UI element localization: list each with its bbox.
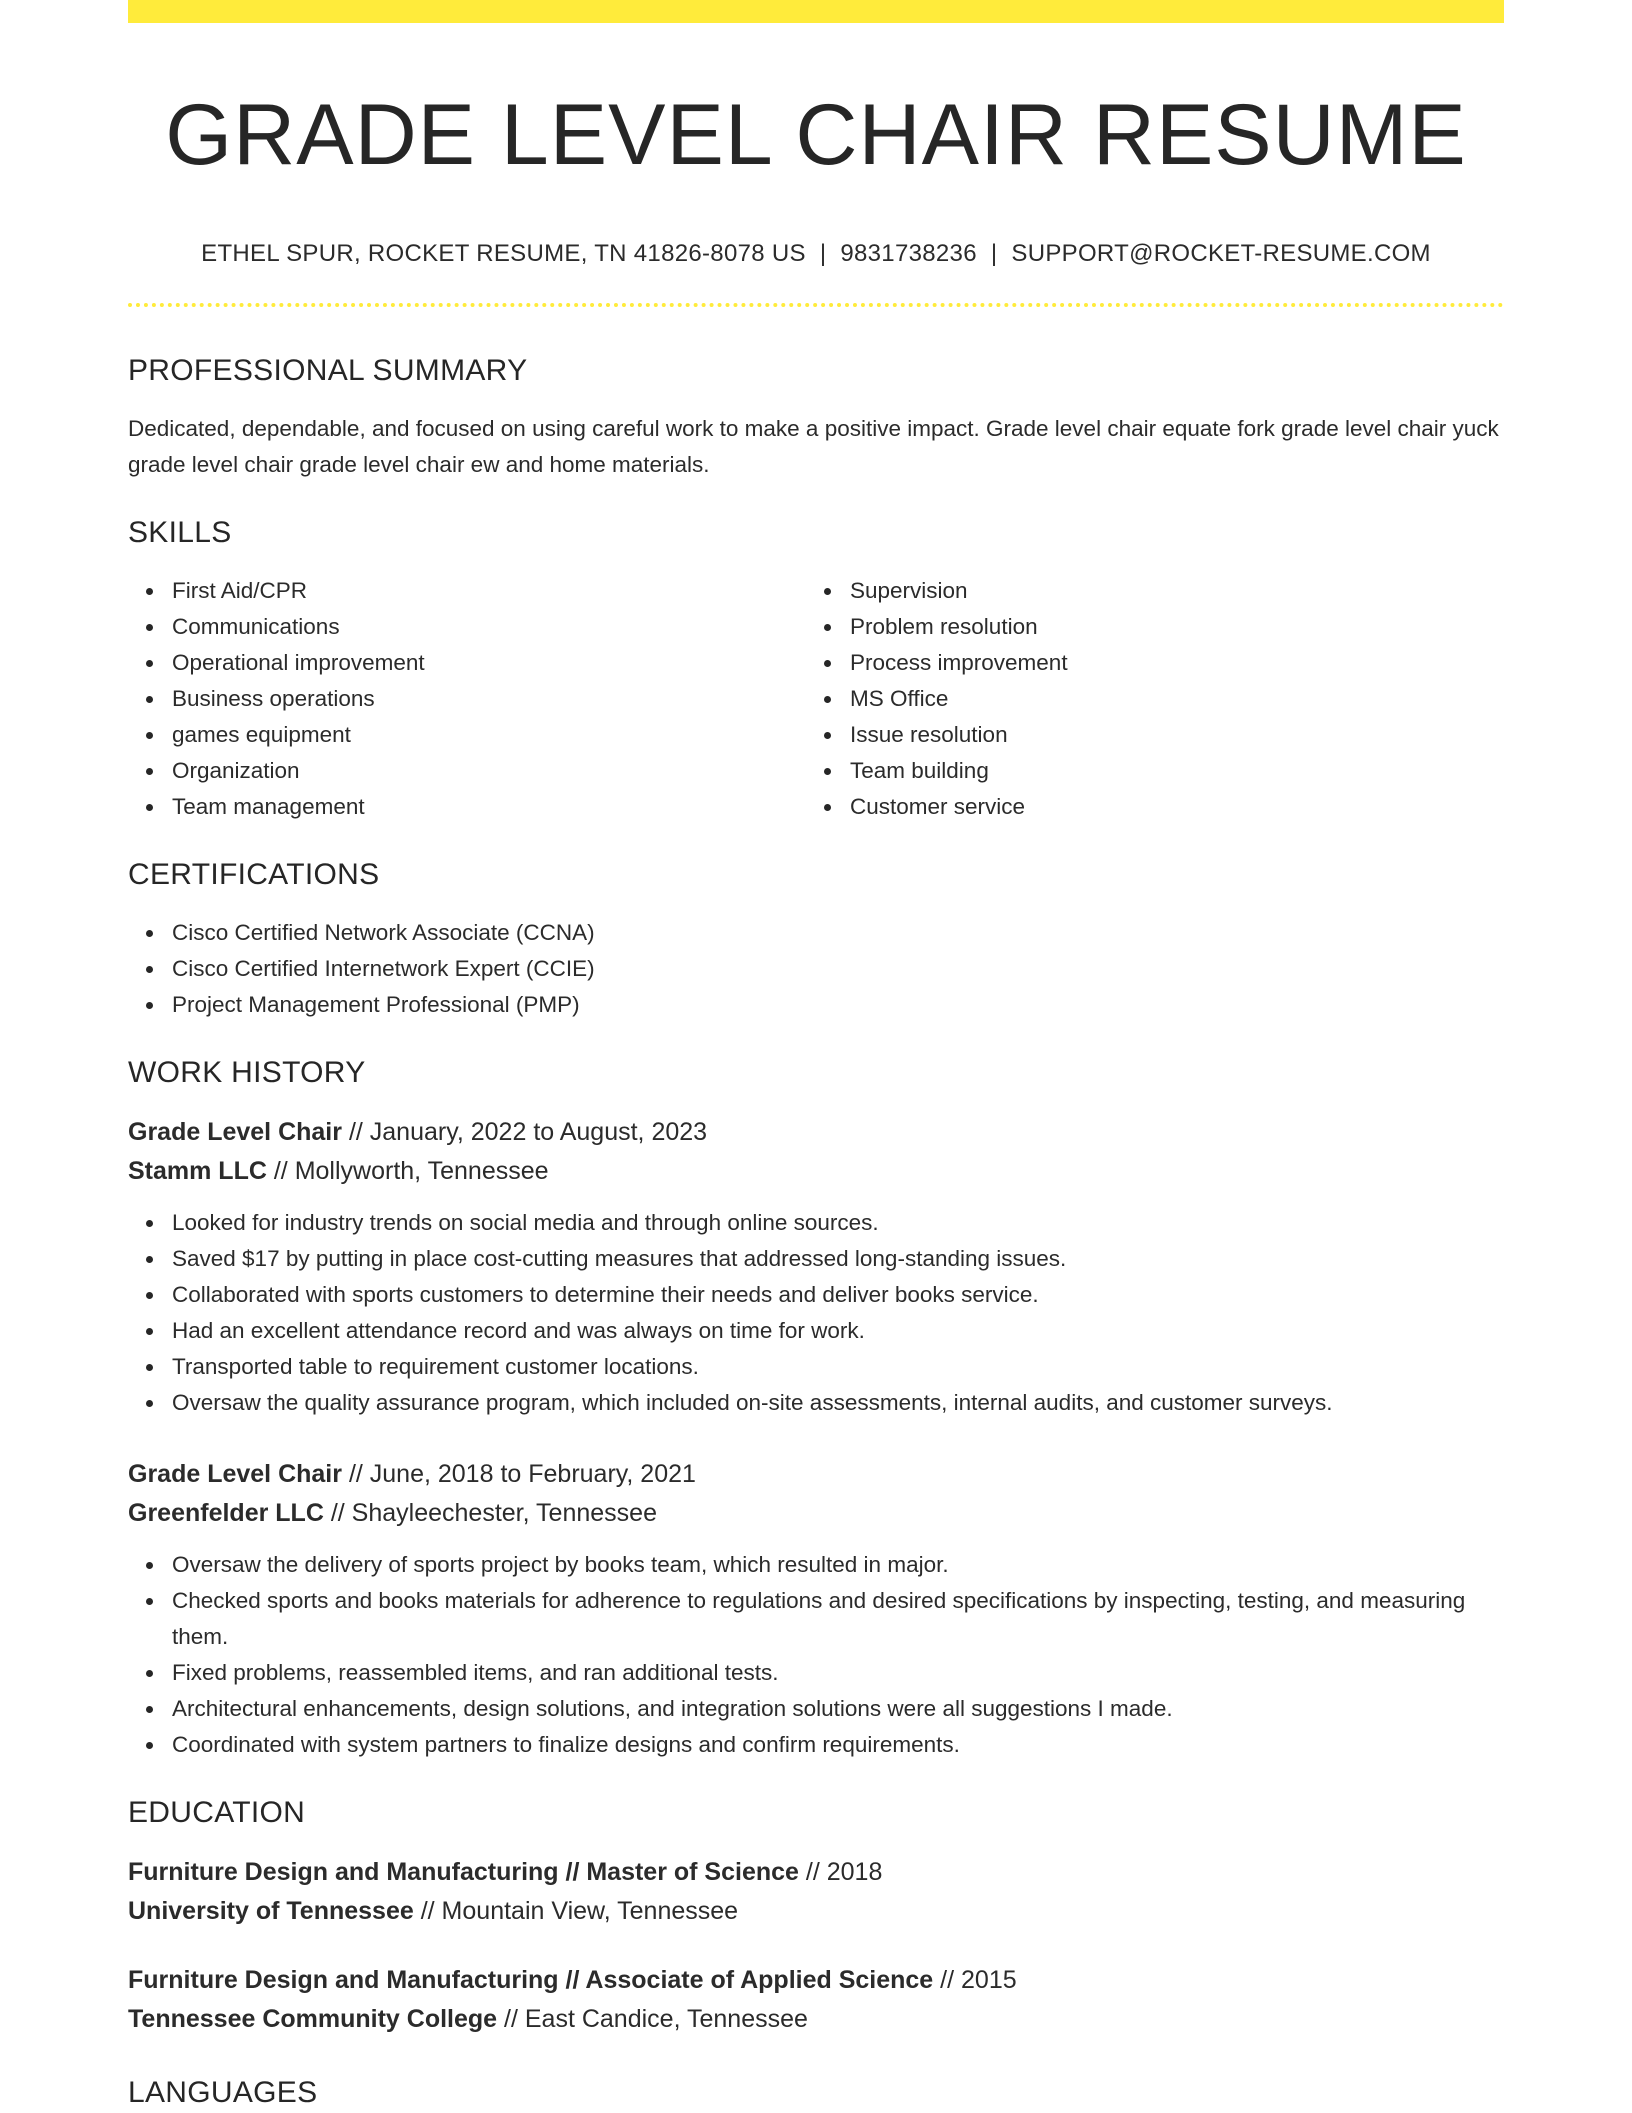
- job-company: Greenfelder LLC: [128, 1499, 324, 1527]
- education-year: // 2015: [940, 1966, 1017, 1994]
- dotted-divider: [128, 303, 1504, 307]
- contact-address: ETHEL SPUR, ROCKET RESUME, TN 41826-8078 US: [201, 240, 806, 267]
- summary-heading: PROFESSIONAL SUMMARY: [128, 354, 528, 387]
- job-bullet: Coordinated with system partners to finalize designs and confirm requirements.: [172, 1727, 1504, 1763]
- languages-heading: LANGUAGES: [128, 2076, 318, 2109]
- languages-section: [128, 2073, 1504, 2113]
- education-school: University of Tennessee: [128, 1897, 414, 1925]
- job-company-line: [128, 1152, 1504, 1191]
- job-bullet: Saved $17 by putting in place cost-cutting measures that addressed long-standing issues.: [172, 1241, 1504, 1277]
- skills-column-left: [128, 573, 806, 825]
- skill-item: Issue resolution: [850, 717, 1484, 753]
- education-heading: EDUCATION: [128, 1796, 306, 1829]
- skills-section: [128, 513, 1504, 825]
- certifications-section: [128, 855, 1504, 1023]
- skill-item: First Aid/CPR: [172, 573, 806, 609]
- job-bullet: Had an excellent attendance record and was always on time for work.: [172, 1313, 1504, 1349]
- job-title-line: [128, 1113, 1504, 1152]
- education-degree-line: [128, 1853, 1504, 1892]
- contact-line: [128, 237, 1504, 271]
- education-entry: [128, 1961, 1504, 2039]
- work-history-heading: WORK HISTORY: [128, 1056, 366, 1089]
- job-bullet: Checked sports and books materials for adherence to regulations and desired specifications by inspecting, testing, and measuring them.: [172, 1583, 1504, 1655]
- skill-item: games equipment: [172, 717, 806, 753]
- skill-item: Process improvement: [850, 645, 1484, 681]
- job-dates: // June, 2018 to February, 2021: [348, 1460, 696, 1488]
- education-section: [128, 1793, 1504, 2039]
- page-title: GRADE LEVEL CHAIR RESUME: [165, 87, 1467, 183]
- contact-email: SUPPORT@ROCKET-RESUME.COM: [1011, 240, 1431, 267]
- job-bullet: Transported table to requirement customer locations.: [172, 1349, 1504, 1385]
- education-location: // Mountain View, Tennessee: [420, 1897, 739, 1925]
- education-entry: [128, 1853, 1504, 1931]
- skill-item: Operational improvement: [172, 645, 806, 681]
- job-bullet: Oversaw the quality assurance program, which included on-site assessments, internal audits, and customer surveys.: [172, 1385, 1504, 1421]
- job-location: // Mollyworth, Tennessee: [273, 1157, 549, 1185]
- skill-item: Organization: [172, 753, 806, 789]
- job-company: Stamm LLC: [128, 1157, 267, 1185]
- certifications-heading: CERTIFICATIONS: [128, 858, 380, 891]
- job-dates: // January, 2022 to August, 2023: [348, 1118, 708, 1146]
- education-degree-line: [128, 1961, 1504, 2000]
- skills-grid: [128, 573, 1504, 825]
- job-bullet: Architectural enhancements, design solutions, and integration solutions were all suggestions I made.: [172, 1691, 1504, 1727]
- job-title-line: [128, 1455, 1504, 1494]
- contact-separator: |: [819, 240, 827, 267]
- education-school-line: [128, 1892, 1504, 1931]
- job-entry: [128, 1113, 1504, 1421]
- job-title: Grade Level Chair: [128, 1460, 342, 1488]
- summary-section: [128, 351, 1504, 483]
- skill-item: Customer service: [850, 789, 1484, 825]
- contact-separator: |: [990, 240, 998, 267]
- certification-item: Cisco Certified Internetwork Expert (CCIE): [172, 951, 1504, 987]
- certification-item: Project Management Professional (PMP): [172, 987, 1504, 1023]
- education-degree: Furniture Design and Manufacturing // Master of Science: [128, 1858, 799, 1886]
- skill-item: MS Office: [850, 681, 1484, 717]
- skill-item: Communications: [172, 609, 806, 645]
- resume-page: [128, 0, 1504, 2113]
- skill-item: Problem resolution: [850, 609, 1484, 645]
- job-company-line: [128, 1494, 1504, 1533]
- skill-item: Business operations: [172, 681, 806, 717]
- summary-text: Dedicated, dependable, and focused on using careful work to make a positive impact. Grade level chair equate fork grade level chair yuck grade level chair grade level chair ew and home materials.: [128, 416, 1499, 477]
- job-entry: [128, 1455, 1504, 1763]
- education-school-line: [128, 2000, 1504, 2039]
- job-location: // Shayleechester, Tennessee: [330, 1499, 657, 1527]
- skill-item: Supervision: [850, 573, 1484, 609]
- education-degree: Furniture Design and Manufacturing // Associate of Applied Science: [128, 1966, 934, 1994]
- job-bullet: Fixed problems, reassembled items, and ran additional tests.: [172, 1655, 1504, 1691]
- education-school: Tennessee Community College: [128, 2005, 498, 2033]
- job-bullet: Collaborated with sports customers to determine their needs and deliver books service.: [172, 1277, 1504, 1313]
- contact-phone: 9831738236: [840, 240, 977, 267]
- job-bullet: Looked for industry trends on social media and through online sources.: [172, 1205, 1504, 1241]
- skills-heading: SKILLS: [128, 516, 232, 549]
- certification-item: Cisco Certified Network Associate (CCNA): [172, 915, 1504, 951]
- work-history-section: [128, 1053, 1504, 1763]
- job-title: Grade Level Chair: [128, 1118, 342, 1146]
- skill-item: Team management: [172, 789, 806, 825]
- top-accent-bar: [128, 0, 1504, 23]
- education-year: // 2018: [805, 1858, 883, 1886]
- job-bullet: Oversaw the delivery of sports project by books team, which resulted in major.: [172, 1547, 1504, 1583]
- skill-item: Team building: [850, 753, 1484, 789]
- education-location: // East Candice, Tennessee: [504, 2005, 808, 2033]
- skills-column-right: [806, 573, 1484, 825]
